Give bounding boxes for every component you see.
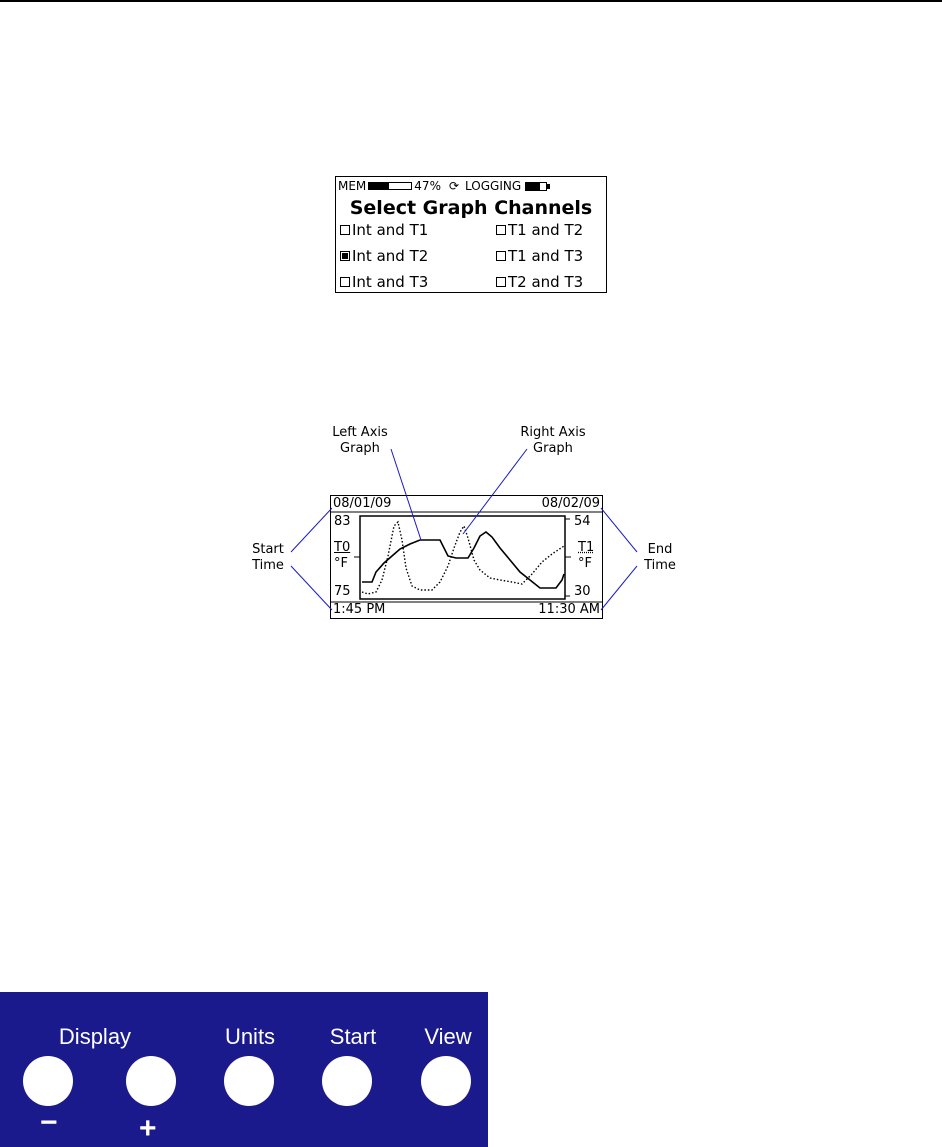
keypad-panel bbox=[0, 992, 488, 1147]
callout-line: Graph bbox=[340, 441, 380, 456]
callout-line: Right Axis bbox=[520, 425, 586, 440]
view-button[interactable] bbox=[421, 1056, 471, 1106]
units-button[interactable] bbox=[224, 1056, 274, 1106]
minus-icon: − bbox=[40, 1106, 58, 1139]
start-time-leader bbox=[291, 566, 332, 610]
display-label: Display bbox=[58, 1024, 132, 1049]
left-axis-leader bbox=[391, 449, 421, 540]
callout-line: Graph bbox=[533, 441, 573, 456]
view-label: View bbox=[424, 1024, 472, 1049]
mem-label: MEM bbox=[338, 179, 367, 193]
left-axis-min: 75 bbox=[334, 584, 351, 599]
mem-percent: 47% bbox=[414, 179, 441, 193]
option-label: Int and T1 bbox=[352, 221, 429, 239]
left-axis-unit: °F bbox=[334, 556, 348, 571]
end-date: 08/02/09 bbox=[541, 496, 600, 511]
callout-line: Left Axis bbox=[332, 425, 388, 440]
option-label: T2 and T3 bbox=[508, 273, 584, 291]
right-axis-channel: T1 bbox=[578, 540, 595, 555]
callout-line: Time bbox=[644, 558, 676, 573]
refresh-icon: ⟳ bbox=[448, 179, 460, 193]
start-label: Start bbox=[329, 1024, 377, 1049]
right-axis-max: 54 bbox=[574, 514, 591, 529]
right-axis-min: 30 bbox=[574, 584, 591, 599]
left-axis-channel: T0 bbox=[334, 540, 351, 555]
display-minus-button[interactable] bbox=[23, 1056, 73, 1106]
option-label: T1 and T2 bbox=[508, 221, 584, 239]
start-button[interactable] bbox=[322, 1056, 372, 1106]
plus-icon: + bbox=[139, 1112, 157, 1145]
end-time: 11:30 AM bbox=[538, 602, 600, 617]
callout-line: End bbox=[647, 542, 673, 557]
start-time: 1:45 PM bbox=[333, 602, 386, 617]
end-time-leader bbox=[601, 566, 637, 610]
start-date-leader bbox=[291, 508, 332, 552]
start-date: 08/01/09 bbox=[333, 496, 392, 511]
right-axis-unit: °F bbox=[578, 556, 592, 571]
right-axis-leader bbox=[463, 449, 527, 534]
end-date-leader bbox=[601, 508, 637, 552]
display-plus-button[interactable] bbox=[126, 1056, 176, 1106]
logging-status: LOGGING bbox=[465, 179, 522, 193]
screen-title: Select Graph Channels bbox=[349, 197, 593, 219]
callout-line: Start bbox=[252, 542, 284, 557]
option-label: Int and T3 bbox=[352, 273, 429, 291]
callout-line: Time bbox=[252, 558, 284, 573]
left-axis-max: 83 bbox=[334, 514, 351, 529]
units-label: Units bbox=[224, 1024, 276, 1049]
option-label: Int and T2 bbox=[352, 247, 429, 265]
left-axis-series-line bbox=[362, 532, 564, 588]
option-label: T1 and T3 bbox=[508, 247, 584, 265]
